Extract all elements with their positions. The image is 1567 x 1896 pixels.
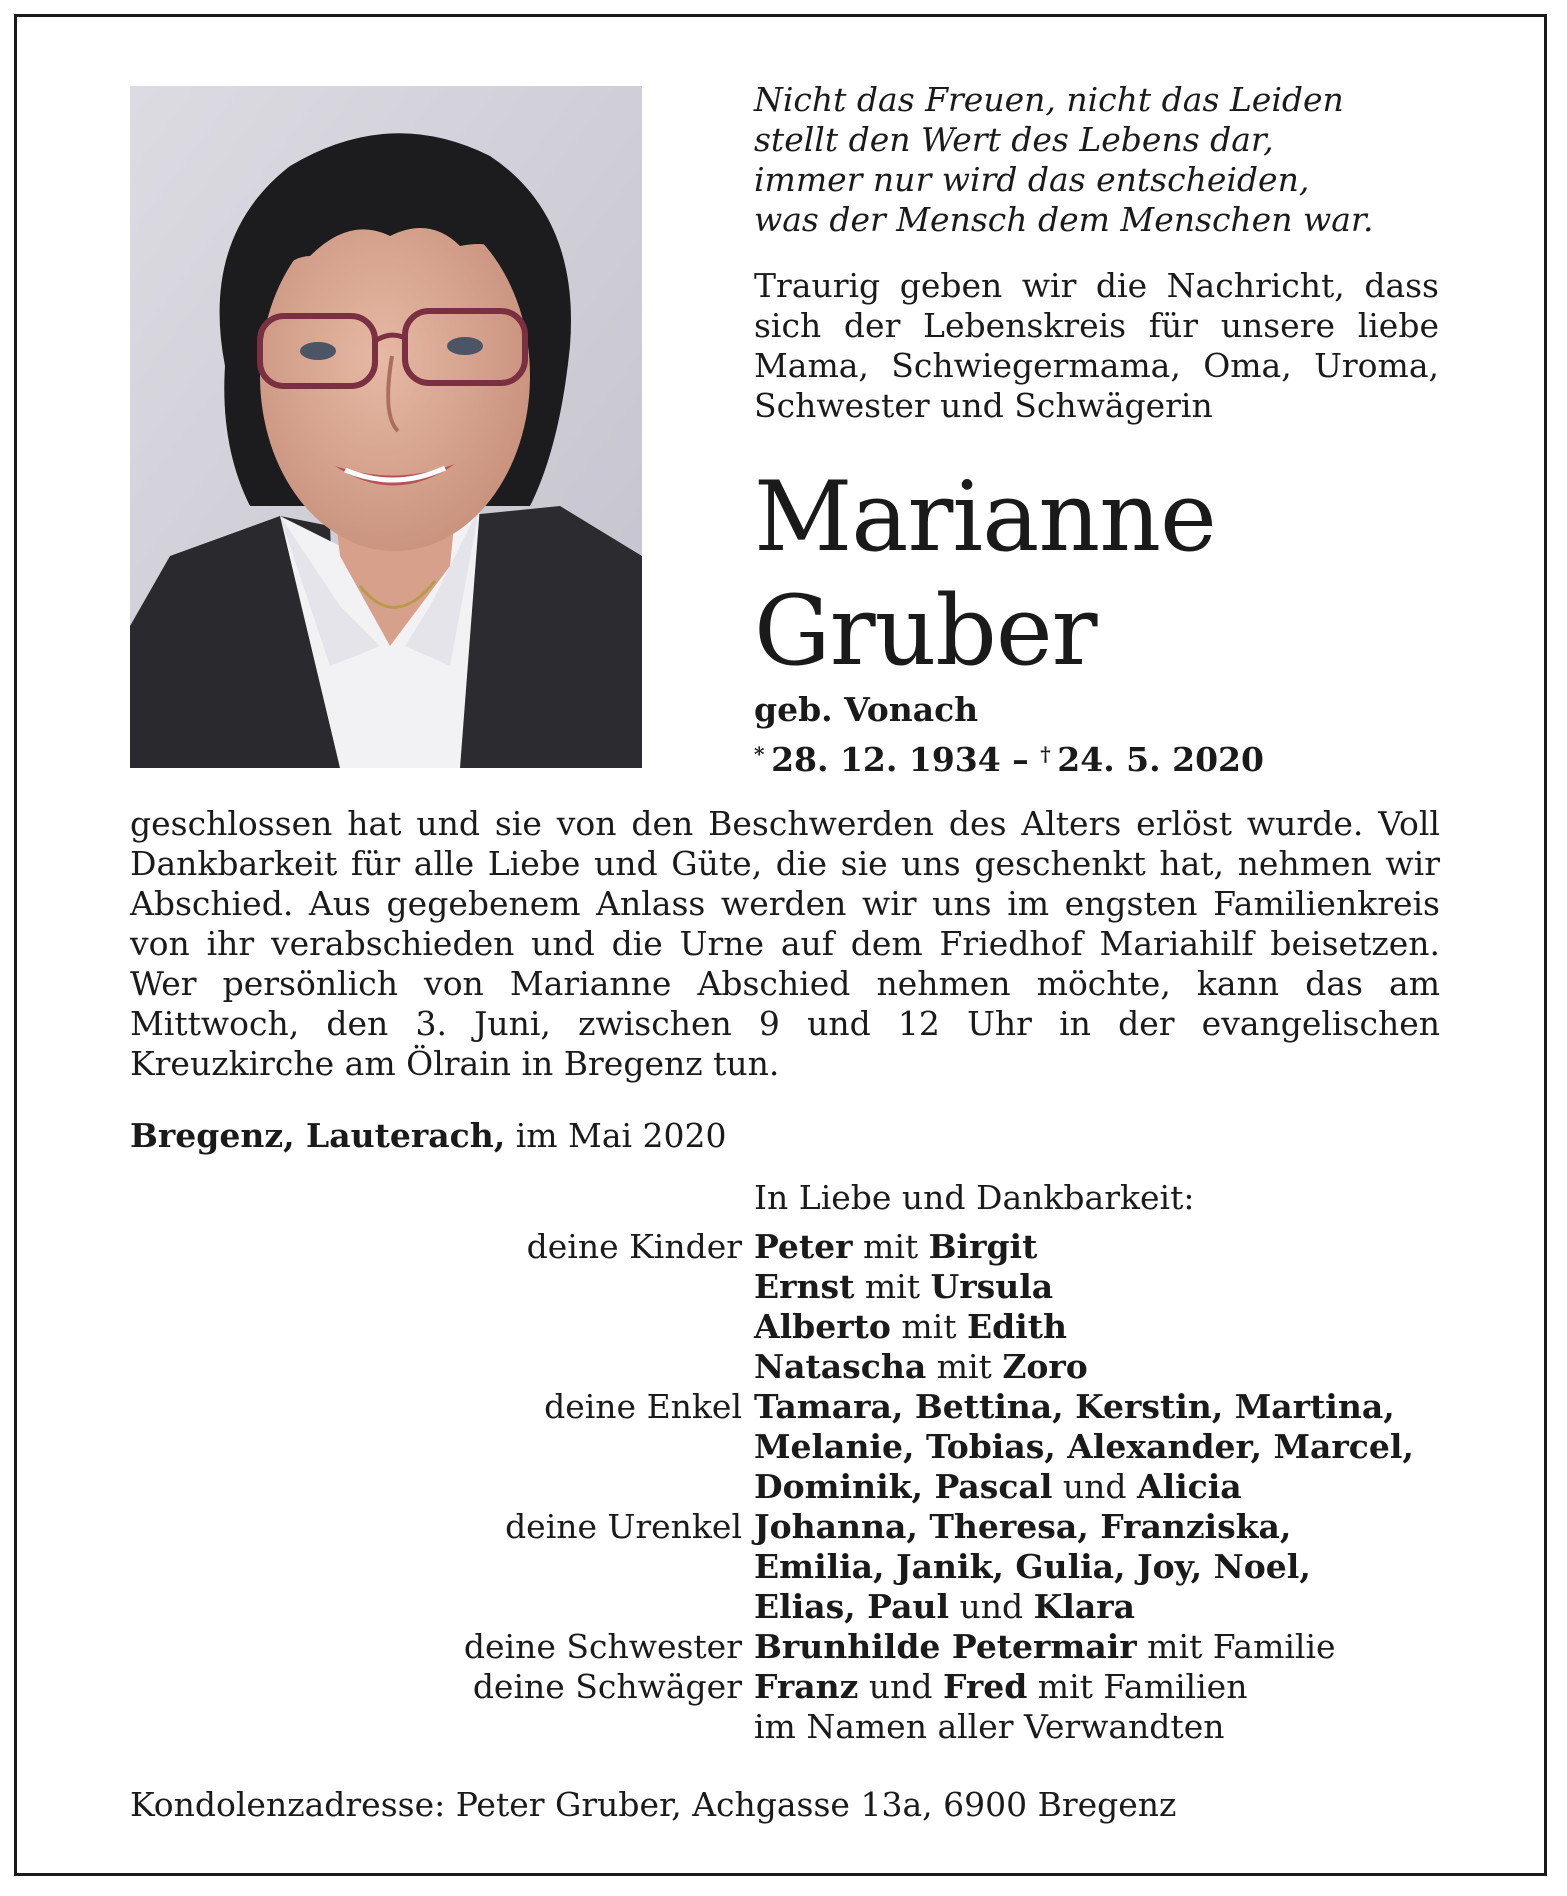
family-names: Franz und Fred mit Familien — [754, 1667, 1248, 1706]
family-relation-label — [200, 1707, 754, 1747]
family-row — [200, 1387, 1500, 1427]
family-row — [200, 1347, 1500, 1387]
family-member-name: Ernst — [754, 1267, 855, 1306]
family-row — [200, 1707, 1500, 1747]
family-relation-label — [200, 1427, 754, 1467]
place-and-date — [130, 1116, 727, 1156]
family-member-name: Zoro — [1002, 1347, 1088, 1386]
family-names: Brunhilde Petermair mit Familie — [754, 1627, 1336, 1666]
family-member-name: Emilia, Janik, Gulia, Joy, Noel, — [754, 1547, 1311, 1586]
life-dates — [754, 734, 1264, 780]
family-member-name: Elias, Paul — [754, 1587, 950, 1626]
family-member-name: Johanna, Theresa, Franziska, — [754, 1507, 1292, 1546]
family-member-name: Natascha — [754, 1347, 927, 1386]
family-relation-label: deine Enkel — [544, 1387, 742, 1426]
family-member-name: Klara — [1033, 1587, 1136, 1626]
poem-line: Nicht das Freuen, nicht das Leiden — [754, 80, 1344, 119]
family-row — [200, 1507, 1500, 1547]
family-relation-label: deine Kinder — [526, 1227, 742, 1266]
family-names: im Namen aller Verwandten — [754, 1707, 1225, 1746]
family-names: Natascha mit Zoro — [754, 1347, 1088, 1386]
first-name: Marianne — [754, 461, 1216, 573]
poem-line: was der Mensch dem Menschen war. — [754, 200, 1374, 239]
family-member-name: Alberto — [754, 1307, 891, 1346]
family-row — [200, 1667, 1500, 1707]
family-member-name: Birgit — [928, 1227, 1038, 1266]
family-member-name: Dominik, Pascal — [754, 1467, 1053, 1506]
signoff: In Liebe und Dankbarkeit: — [754, 1178, 1195, 1217]
birth-date: 28. 12. 1934 — [771, 740, 1001, 779]
death-date: 24. 5. 2020 — [1057, 740, 1264, 779]
family-relation-label: deine Urenkel — [505, 1507, 742, 1546]
memorial-poem — [754, 80, 1454, 240]
family-member-name: Edith — [966, 1307, 1067, 1346]
family-row — [200, 1227, 1500, 1267]
family-member-name: Ursula — [930, 1267, 1054, 1306]
death-symbol: † — [1040, 742, 1051, 766]
family-names — [754, 1547, 1494, 1587]
family-relation-label — [200, 1307, 754, 1347]
family-member-name: Tamara, Bettina, Kerstin, Martina, — [754, 1387, 1395, 1426]
family-names — [754, 1387, 1494, 1427]
family-member-name: Melanie, Tobias, Alexander, Marcel, — [754, 1427, 1414, 1466]
family-relation-label — [200, 1547, 754, 1587]
mourners-list — [200, 1227, 1500, 1747]
family-row — [200, 1267, 1500, 1307]
family-row — [200, 1427, 1500, 1467]
poem-line: immer nur wird das entscheiden, — [754, 160, 1310, 199]
family-member-name: Alicia — [1136, 1467, 1242, 1506]
family-member-name: Franz — [754, 1667, 859, 1706]
family-row — [200, 1627, 1500, 1667]
family-names: Dominik, Pascal und Alicia — [754, 1467, 1242, 1506]
family-row — [200, 1467, 1500, 1507]
family-names: Elias, Paul und Klara — [754, 1587, 1136, 1626]
family-names — [754, 1427, 1494, 1467]
family-names: Ernst mit Ursula — [754, 1267, 1054, 1306]
intro-text: Traurig geben wir die Nachricht, dass sich der Lebenskreis für unsere liebe Mama, Schwiegermama, Oma, Uroma, Schwester und Schwägerin — [754, 266, 1439, 425]
family-names — [754, 1507, 1494, 1547]
family-names: Peter mit Birgit — [754, 1227, 1038, 1266]
family-relation-label — [200, 1267, 754, 1307]
family-relation-label — [200, 1587, 754, 1627]
condolence-address: Kondolenzadresse: Peter Gruber, Achgasse 13a, 6900 Bregenz — [130, 1785, 1177, 1824]
family-member-name: Peter — [754, 1227, 853, 1266]
place-date: im Mai 2020 — [505, 1116, 727, 1155]
family-row — [200, 1307, 1500, 1347]
deceased-name — [754, 460, 1216, 688]
poem-line: stellt den Wert des Lebens dar, — [754, 120, 1274, 159]
portrait-photo — [130, 86, 642, 768]
last-name: Gruber — [754, 575, 1097, 687]
family-relation-label: deine Schwäger — [472, 1667, 742, 1706]
maiden-name: geb. Vonach — [754, 690, 979, 729]
family-names: Alberto mit Edith — [754, 1307, 1067, 1346]
family-relation-label: deine Schwester — [463, 1627, 742, 1666]
family-relation-label — [200, 1467, 754, 1507]
family-member-name: Fred — [942, 1667, 1028, 1706]
family-row — [200, 1547, 1500, 1587]
birth-symbol: * — [754, 742, 765, 766]
family-relation-label — [200, 1347, 754, 1387]
family-member-name: Brunhilde Petermair — [754, 1627, 1137, 1666]
announcement-body: geschlossen hat und sie von den Beschwerden des Alters erlöst wurde. Voll Dankbarkeit für alle Liebe und Güte, die sie uns geschenkt hat, nehmen wir Abschied. Aus gegebenem Anlass werden wir uns im engsten Familienkreis von ihr verabschieden und die Urne auf dem Friedhof Mariahilf beisetzen. Wer persönlich von Marianne Abschied nehmen möchte, kann das am Mittwoch, den 3. Juni, zwischen 9 und 12 Uhr in der evangelischen Kreuzkirche am Ölrain in Bregenz tun. — [130, 804, 1440, 1083]
family-row — [200, 1587, 1500, 1627]
date-separator: – — [1000, 740, 1041, 779]
place-towns: Bregenz, Lauterach, — [130, 1116, 506, 1155]
